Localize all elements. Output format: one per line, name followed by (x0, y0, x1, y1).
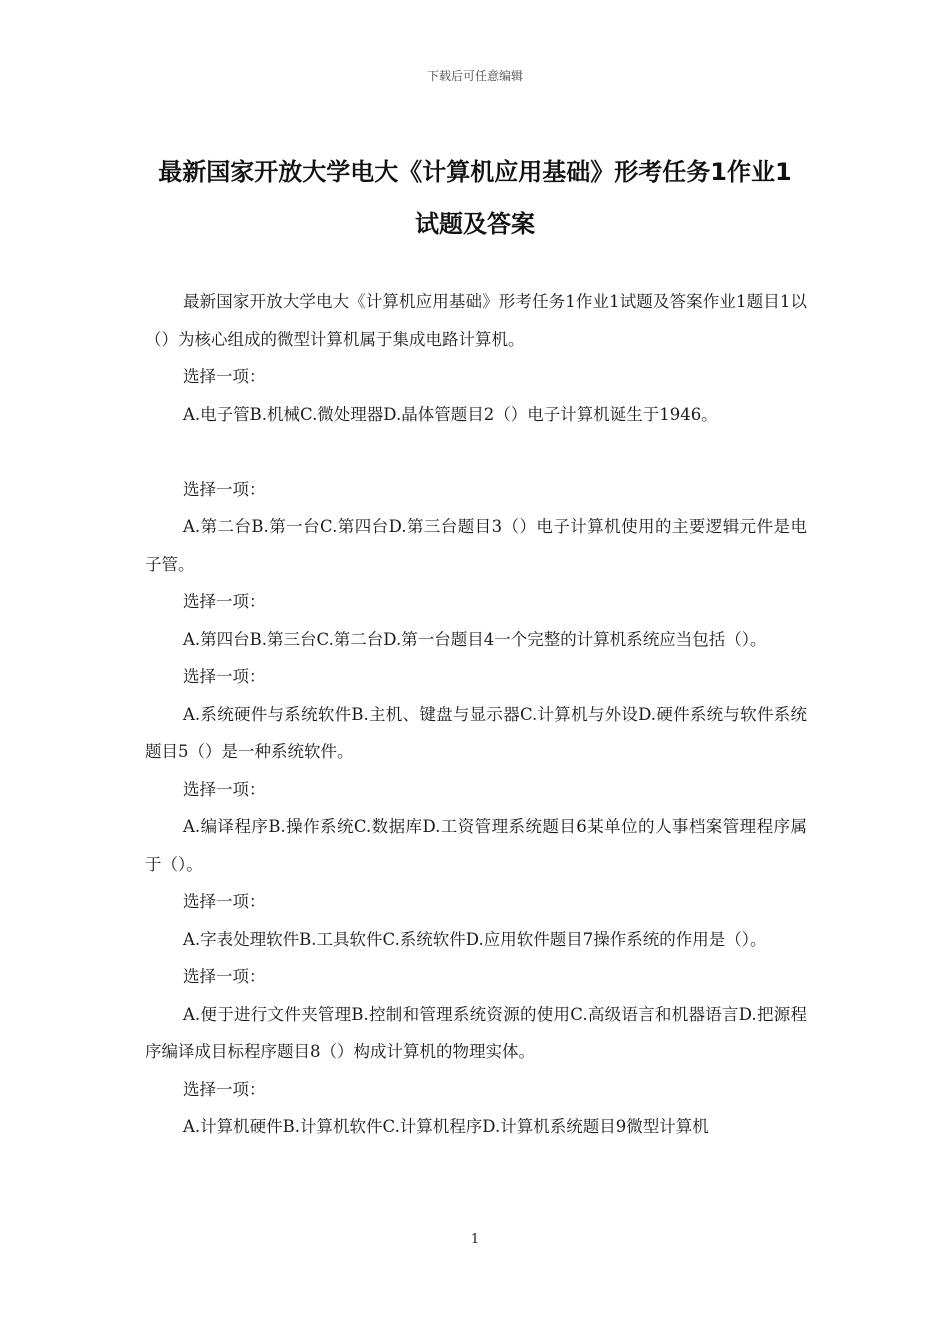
choose-prompt: 选择一项： (183, 892, 266, 911)
paragraph-intro: 最新国家开放大学电大《计算机应用基础》形考任务1作业1试题及答案作业1题目1以（）为核心组成的微型计算机属于集成电路计算机。 (145, 292, 807, 349)
document-title: 最新国家开放大学电大《计算机应用基础》形考任务1作业1试题及答案 (158, 158, 792, 238)
choose-prompt: 选择一项： (183, 1079, 266, 1099)
options-paragraph: A.字表处理软件B.工具软件C.系统软件D.应用软件题目7操作系统的作用是（）。 (183, 929, 767, 949)
choose-prompt: 选择一项： (183, 967, 266, 986)
choose-prompt: 选择一项： (183, 479, 266, 499)
choose-prompt: 选择一项： (183, 592, 266, 611)
options-paragraph: A.系统硬件与系统软件B.主机、键盘与显示器C.计算机与外设D.硬件系统与软件系统题目5（）是一种系统软件。 (145, 704, 807, 761)
choose-prompt: 选择一项： (183, 667, 266, 686)
options-paragraph: A.便于进行文件夹管理B.控制和管理系统资源的使用C.高级语言和机器语言D.把源程序编译成目标程序题目8（）构成计算机的物理实体。 (145, 1004, 807, 1061)
choose-prompt: 选择一项： (183, 367, 266, 386)
header-note: 下载后可任意编辑 (426, 69, 523, 83)
choose-prompt: 选择一项： (183, 779, 266, 799)
options-paragraph: A.第四台B.第三台C.第二台D.第一台题目4一个完整的计算机系统应当包括（）。 (183, 629, 767, 649)
options-paragraph: A.编译程序B.操作系统C.数据库D.工资管理系统题目6某单位的人事档案管理程序属于（）。 (145, 817, 807, 874)
options-paragraph: A.电子管B.机械C.微处理器D.晶体管题目2（）电子计算机诞生于1946。 (183, 404, 718, 424)
options-paragraph: A.计算机硬件B.计算机软件C.计算机程序D.计算机系统题目9微型计算机 (183, 1117, 709, 1136)
options-paragraph: A.第二台B.第一台C.第四台D.第三台题目3（）电子计算机使用的主要逻辑元件是电子管。 (145, 517, 807, 574)
page-number: 1 (470, 1232, 480, 1247)
document-body (145, 283, 807, 1146)
